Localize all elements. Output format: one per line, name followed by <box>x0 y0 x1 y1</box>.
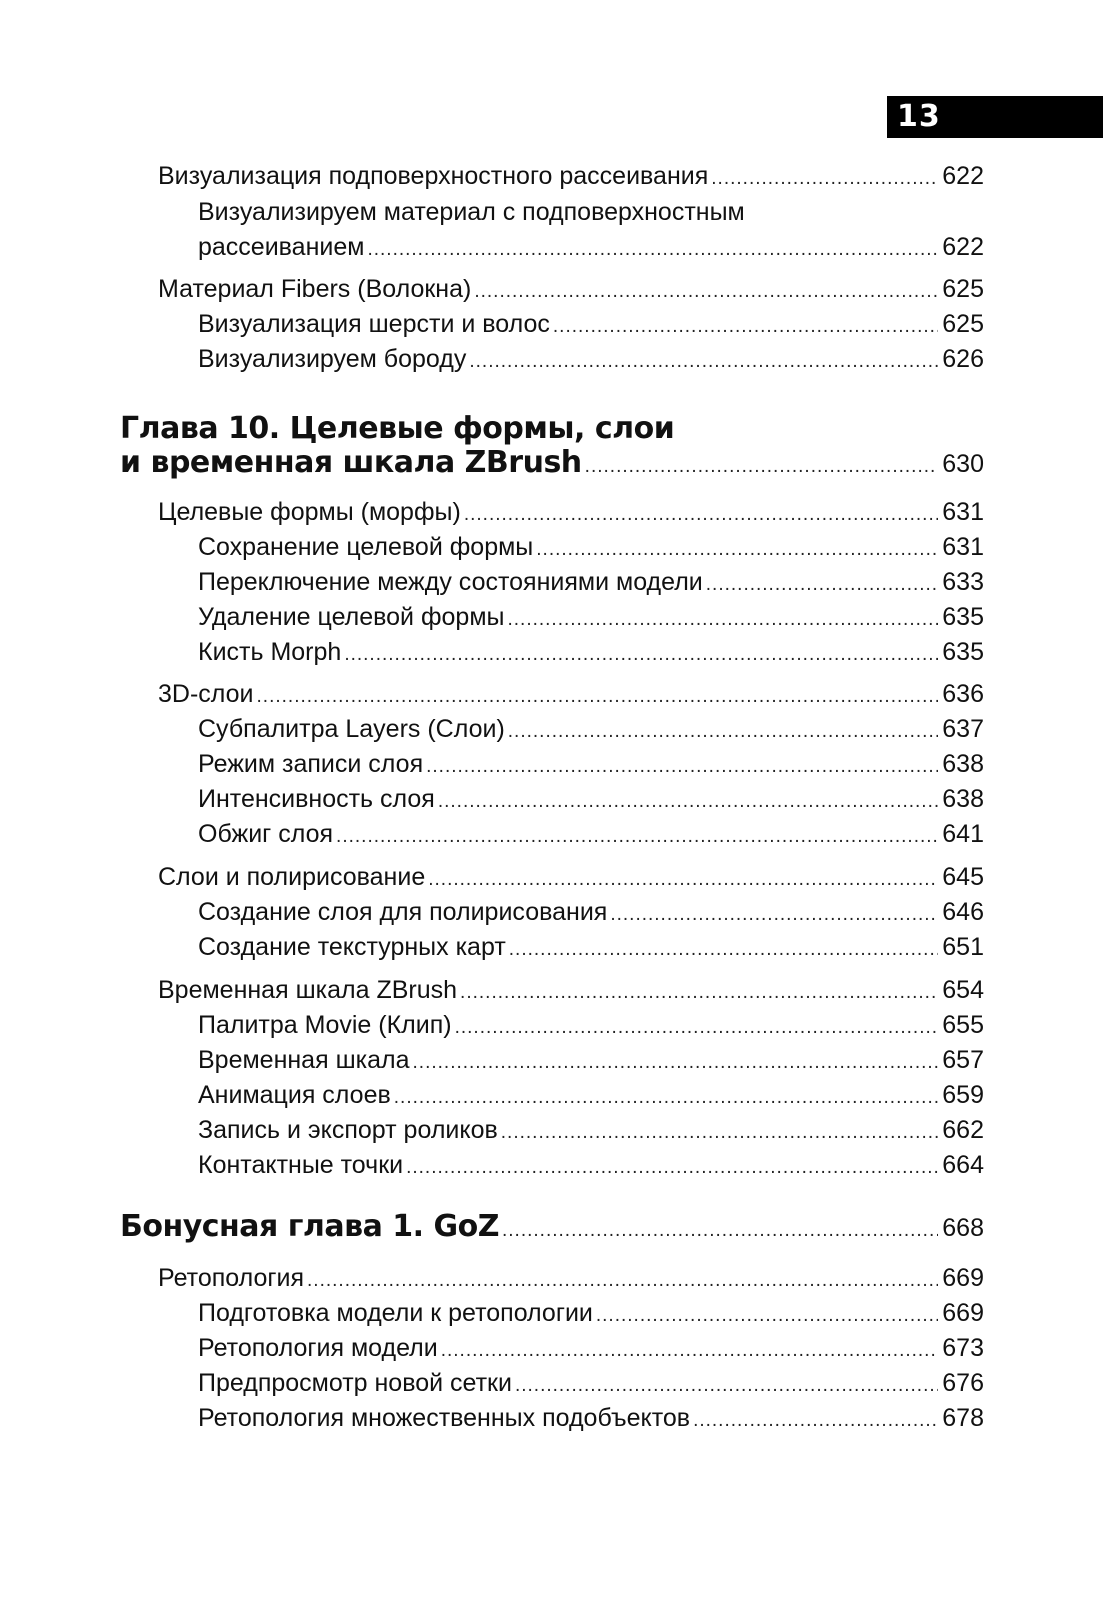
leader-dots <box>307 1266 938 1296</box>
leader-dots <box>711 164 938 194</box>
toc-entry-title: Кисть Morph <box>198 638 342 666</box>
toc-entry-title: Режим записи слоя <box>198 750 424 778</box>
toc-entry[interactable] <box>198 1298 984 1331</box>
toc-entry[interactable] <box>198 637 984 670</box>
toc-entry-title: Создание слоя для полирисования <box>198 898 608 926</box>
toc-entry-title: Переключение между состояниями модели <box>198 568 703 596</box>
toc-entry[interactable] <box>198 532 984 565</box>
leader-dots <box>515 1371 938 1401</box>
leader-dots <box>413 1048 939 1078</box>
toc-entry-page: 622 <box>942 233 984 261</box>
toc-entry-page: 669 <box>942 1264 984 1292</box>
leader-dots <box>610 900 938 930</box>
toc-entry-title: Палитра Movie (Клип) <box>198 1011 452 1039</box>
toc-entry[interactable] <box>198 309 984 342</box>
toc-entry-page: 659 <box>942 1081 984 1109</box>
toc-entry-title: Анимация слоев <box>198 1081 391 1109</box>
leader-dots <box>438 787 938 817</box>
toc-entry[interactable] <box>198 1010 984 1043</box>
toc-entry-title: Слои и полирисование <box>158 863 426 891</box>
leader-dots <box>344 640 938 670</box>
toc-entry-title: Предпросмотр новой сетки <box>198 1369 512 1397</box>
page-number: 13 <box>897 99 941 134</box>
toc-entry-page: 631 <box>942 533 984 561</box>
chapter-entry[interactable] <box>120 1209 984 1246</box>
leader-dots <box>469 347 938 377</box>
leader-dots <box>460 978 938 1008</box>
toc-entry-title: Ретопология множественных подобъектов <box>198 1404 691 1432</box>
chapter-title: Бонусная глава 1. GoZ <box>120 1209 499 1244</box>
toc-entry-page: 625 <box>942 310 984 338</box>
leader-dots <box>464 500 938 530</box>
toc-entry[interactable] <box>158 1263 984 1296</box>
toc-entry[interactable] <box>198 1368 984 1401</box>
toc-entry[interactable] <box>198 1333 984 1366</box>
leader-dots <box>474 277 938 307</box>
leader-dots <box>428 865 938 895</box>
toc-entry-page: 622 <box>942 162 984 190</box>
toc-entry-title: Временная шкала <box>198 1046 410 1074</box>
toc-entry-title: Удаление целевой формы <box>198 603 505 631</box>
toc-entry-title: Визуализация подповерхностного рассеивания <box>158 162 709 190</box>
toc-entry-page: 662 <box>942 1116 984 1144</box>
toc-entry[interactable] <box>158 679 984 712</box>
toc-entry[interactable] <box>198 1150 984 1183</box>
toc-entry[interactable] <box>158 862 984 895</box>
toc-entry-title: Визуализация шерсти и волос <box>198 310 550 338</box>
toc-entry[interactable] <box>198 819 984 852</box>
leader-dots <box>693 1406 938 1436</box>
leader-dots <box>596 1301 938 1331</box>
toc-entry-title: Интенсивность слоя <box>198 785 435 813</box>
page-number-tab <box>887 96 1103 138</box>
toc-entry[interactable] <box>158 975 984 1008</box>
toc-entry-page: 626 <box>942 345 984 373</box>
toc-entry-title: Визуализируем бороду <box>198 345 467 373</box>
toc-entry-page: 641 <box>942 820 984 848</box>
toc-entry-title: Временная шкала ZBrush <box>158 976 458 1004</box>
toc-entry-page: 637 <box>942 715 984 743</box>
toc-entry-title: Ретопология модели <box>198 1334 438 1362</box>
leader-dots <box>367 235 938 265</box>
toc-entry[interactable] <box>158 274 984 307</box>
toc-entry-page: 638 <box>942 785 984 813</box>
toc-entry-title: Целевые формы (морфы) <box>158 498 461 526</box>
toc-entry[interactable] <box>198 1115 984 1148</box>
toc-entry-page: 678 <box>942 1404 984 1432</box>
toc-entry-title: Обжиг слоя <box>198 820 334 848</box>
chapter-title-line2: и временная шкала ZBrush <box>120 445 582 480</box>
leader-dots <box>501 1118 939 1148</box>
toc-entry-title: Контактные точки <box>198 1151 404 1179</box>
chapter-page: 668 <box>942 1214 984 1242</box>
toc-entry[interactable] <box>198 714 984 747</box>
toc-entry[interactable] <box>198 784 984 817</box>
toc-entry[interactable] <box>198 1080 984 1113</box>
leader-dots <box>706 570 939 600</box>
toc-entry-page: 636 <box>942 680 984 708</box>
toc-entry[interactable] <box>198 749 984 782</box>
toc-entry[interactable] <box>198 344 984 377</box>
leader-dots <box>257 682 939 712</box>
toc-entry-page: 625 <box>942 275 984 303</box>
leader-dots <box>585 452 939 482</box>
leader-dots <box>509 935 939 965</box>
toc-entry-page: 655 <box>942 1011 984 1039</box>
toc-entry[interactable] <box>158 497 984 530</box>
toc-entry-page: 633 <box>942 568 984 596</box>
toc-entry-page: 638 <box>942 750 984 778</box>
chapter-entry[interactable] <box>120 445 984 482</box>
toc-entry[interactable] <box>198 602 984 635</box>
toc-entry-title: 3D-слои <box>158 680 254 708</box>
leader-dots <box>553 312 938 342</box>
toc-entry[interactable] <box>158 161 984 194</box>
toc-entry[interactable] <box>198 932 984 965</box>
toc-entry-page: 635 <box>942 638 984 666</box>
toc-entry-page: 646 <box>942 898 984 926</box>
leader-dots <box>426 752 938 782</box>
leader-dots <box>502 1216 938 1246</box>
toc-entry-page: 669 <box>942 1299 984 1327</box>
toc-entry-page: 657 <box>942 1046 984 1074</box>
toc-entry[interactable] <box>198 1403 984 1436</box>
leader-dots <box>536 535 938 565</box>
toc-entry-page: 651 <box>942 933 984 961</box>
leader-dots <box>455 1013 939 1043</box>
toc-entry-title-line1[interactable]: Визуализируем материал с подповерхностным <box>198 198 745 226</box>
leader-dots <box>336 822 938 852</box>
toc-entry-title: Создание текстурных карт <box>198 933 506 961</box>
leader-dots <box>507 605 938 635</box>
toc-entry-page: 664 <box>942 1151 984 1179</box>
toc-entry[interactable] <box>198 897 984 930</box>
toc-entry-page: 676 <box>942 1369 984 1397</box>
leader-dots <box>406 1153 938 1183</box>
toc-entry-title: Запись и экспорт роликов <box>198 1116 498 1144</box>
toc-entry-title: Сохранение целевой формы <box>198 533 534 561</box>
toc-entry-title: Материал Fibers (Волокна) <box>158 275 472 303</box>
leader-dots <box>441 1336 939 1366</box>
toc-entry-title: Субпалитра Layers (Слои) <box>198 715 505 743</box>
toc-entry-page: 635 <box>942 603 984 631</box>
chapter-page: 630 <box>942 450 984 478</box>
toc-entry-page: 631 <box>942 498 984 526</box>
toc-entry-title: Подготовка модели к ретопологии <box>198 1299 593 1327</box>
toc-entry-title: Ретопология <box>158 1264 305 1292</box>
toc-entry-page: 673 <box>942 1334 984 1362</box>
toc-entry-page: 654 <box>942 976 984 1004</box>
toc-entry-page: 645 <box>942 863 984 891</box>
toc-entry[interactable] <box>198 1045 984 1078</box>
toc-entry-title-line2: рассеиванием <box>198 233 365 261</box>
toc-entry[interactable] <box>198 567 984 600</box>
chapter-title-line1[interactable]: Глава 10. Целевые формы, слои <box>120 411 675 446</box>
leader-dots <box>508 717 939 747</box>
leader-dots <box>394 1083 939 1113</box>
toc-entry[interactable] <box>198 232 984 265</box>
